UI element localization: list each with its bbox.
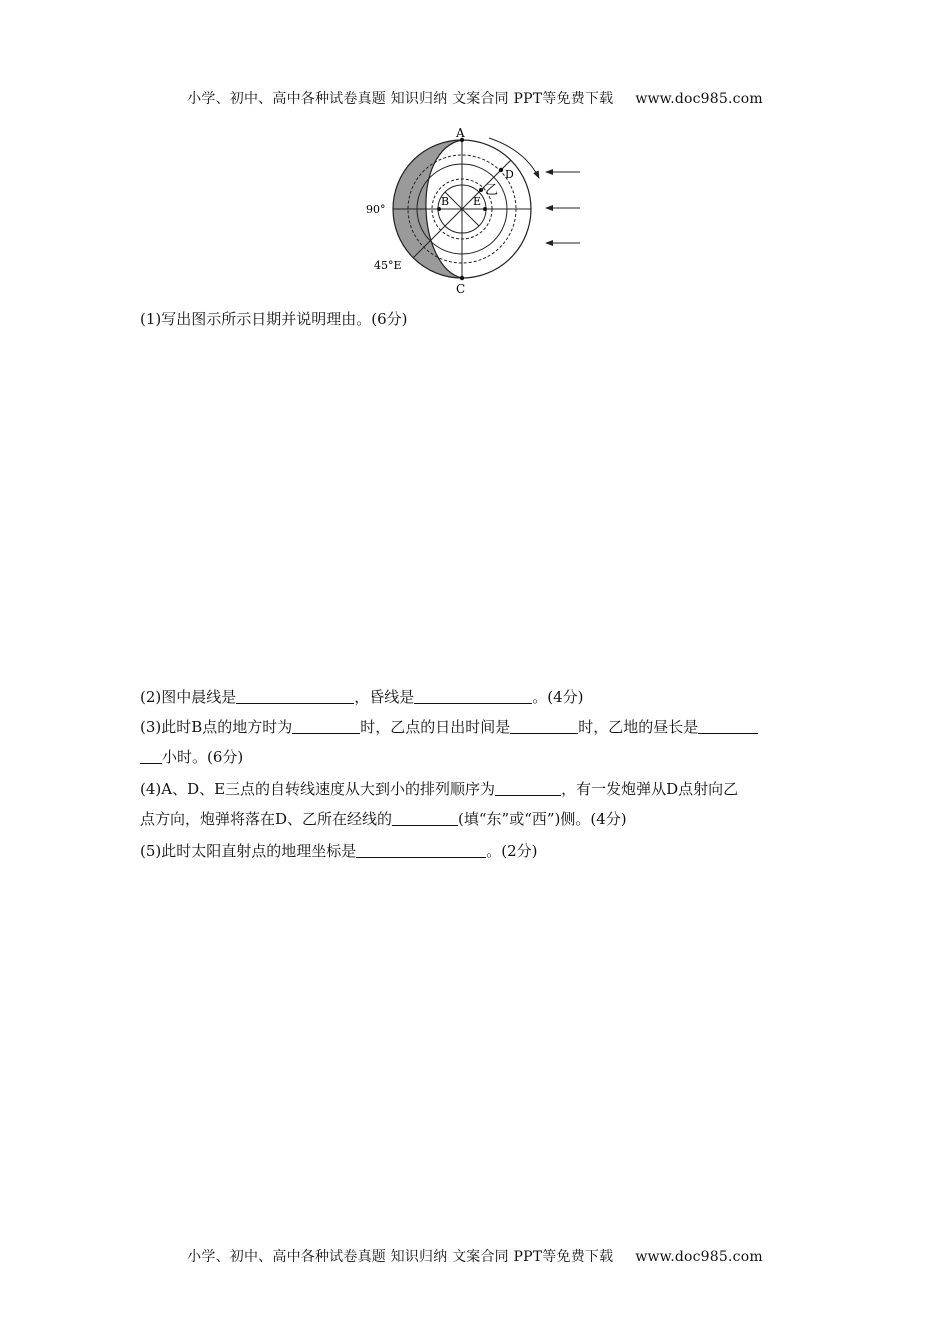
answer-blank-day-length[interactable]	[698, 717, 758, 734]
point-yi-dot	[479, 188, 483, 192]
label-a: A	[456, 126, 465, 140]
page-footer	[0, 1246, 950, 1266]
label-e: E	[473, 195, 482, 208]
footer-site: www.doc985.com	[635, 1249, 763, 1265]
label-c: C	[456, 282, 466, 296]
footer-text: 小学、初中、高中各种试卷真题 知识归纳 文案合同 PPT等免费下载	[187, 1249, 614, 1265]
question-3: (3)此时B点的地方时为 时，乙点的日出时间是 时，乙地的昼长是	[140, 712, 812, 742]
question-1: (1)写出图示所示日期并说明理由。(6分)	[140, 310, 408, 328]
label-b: B	[441, 195, 450, 208]
label-45e: 45°E	[374, 259, 402, 272]
label-90: 90°	[366, 203, 386, 216]
answer-blank-speed-order[interactable]	[495, 779, 561, 796]
question-5: (5)此时太阳直射点的地理坐标是 。(2分)	[140, 842, 538, 860]
answer-blank-subsolar-point[interactable]	[356, 841, 486, 858]
answer-blank-local-time-b[interactable]	[292, 717, 360, 734]
header-site: www.doc985.com	[635, 91, 763, 107]
answer-blank-sunrise-time[interactable]	[510, 717, 578, 734]
earth-illumination-diagram	[355, 122, 595, 300]
point-c-dot	[460, 276, 464, 280]
page-header	[0, 88, 950, 108]
rotation-arrow	[489, 138, 539, 178]
label-yi: 乙	[485, 183, 499, 198]
header-text: 小学、初中、高中各种试卷真题 知识归纳 文案合同 PPT等免费下载	[187, 91, 614, 107]
point-e-dot	[483, 207, 487, 211]
label-d: D	[505, 168, 514, 181]
point-d-dot	[499, 168, 503, 172]
question-3-cont: 小时。(6分)	[140, 742, 812, 772]
answer-blank-morning-line[interactable]	[236, 687, 354, 704]
answer-blank-east-west[interactable]	[392, 809, 458, 826]
answer-blank-evening-line[interactable]	[414, 687, 532, 704]
answer-blank-day-length-cont	[140, 747, 162, 764]
question-2: (2)图中晨线是 ，昏线是 。(4分)	[140, 688, 584, 706]
question-4-cont: 点方向，炮弹将落在D、乙所在经线的 (填“东”或“西”)侧。(4分)	[140, 810, 627, 828]
question-4: (4)A、D、E三点的自转线速度从大到小的排列顺序为 ，有一发炮弹从D点射向乙	[140, 780, 739, 798]
